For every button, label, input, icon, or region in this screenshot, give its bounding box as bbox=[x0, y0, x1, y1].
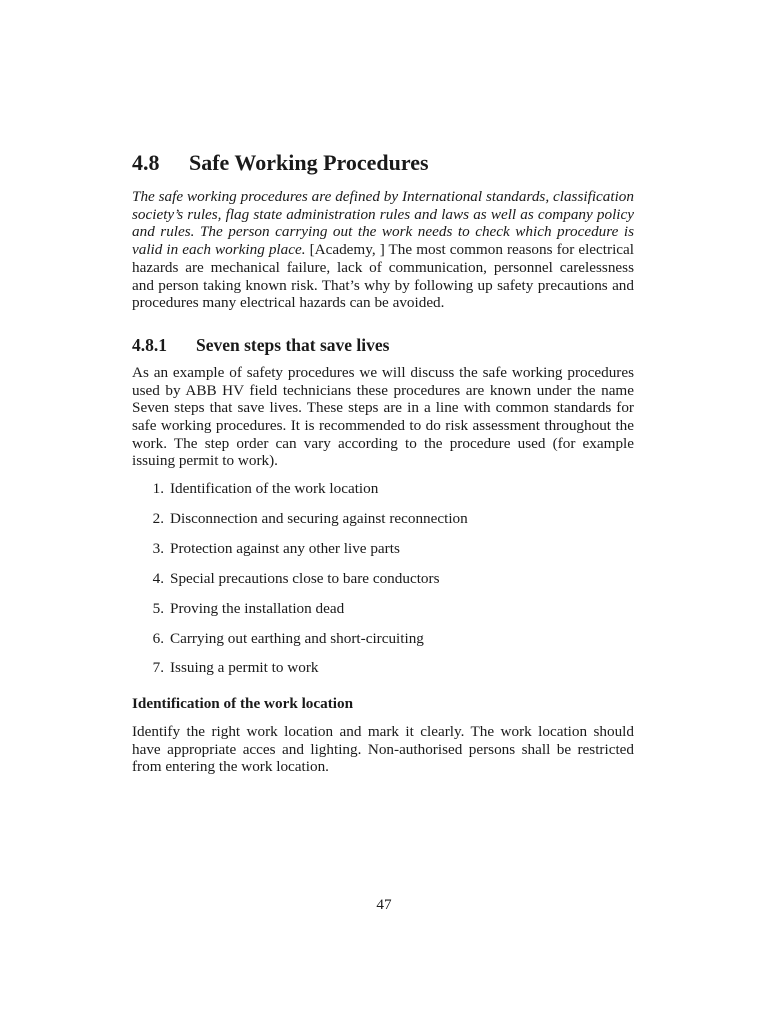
list-item-number: 2. bbox=[152, 510, 164, 528]
subsection-paragraph: As an example of safety procedures we will discuss the safe working procedures used by ABB HV field technicians these procedures are known under the name Seven steps that save lives. These steps are in a line with common standards for safe working procedures. It is recommended to do risk assessment throughout the work. The step order can vary according to the procedure used (for example issuing permit to work). bbox=[132, 363, 634, 470]
subsection-title: Seven steps that save lives bbox=[196, 334, 390, 355]
list-item-number: 1. bbox=[152, 480, 164, 498]
list-item bbox=[132, 480, 634, 498]
list-item-text: Special precautions close to bare conductors bbox=[170, 569, 440, 587]
section-title: Safe Working Procedures bbox=[189, 150, 429, 175]
section-intro-paragraph bbox=[132, 188, 634, 312]
subsection-heading bbox=[132, 334, 634, 356]
list-item-text: Carrying out earthing and short-circuiting bbox=[170, 629, 424, 647]
list-item bbox=[132, 570, 634, 588]
list-item-number: 5. bbox=[152, 599, 164, 617]
list-item-number: 3. bbox=[152, 539, 164, 557]
paragraph-text: Identify the right work location and mark it clearly. The work location should have appropriate acces and lighting. Non-authorised persons shall be restricted from entering the work location. bbox=[132, 723, 634, 776]
list-item-text: Issuing a permit to work bbox=[170, 659, 319, 677]
page-content bbox=[132, 148, 634, 776]
list-item-number: 7. bbox=[152, 659, 164, 677]
list-item-text: Identification of the work location bbox=[170, 480, 379, 498]
list-item-text: Protection against any other live parts bbox=[170, 539, 400, 557]
section-heading bbox=[132, 148, 634, 178]
paragraph-heading: Identification of the work location bbox=[132, 695, 354, 713]
list-item bbox=[132, 540, 634, 558]
list-item bbox=[132, 510, 634, 528]
subsection-number: 4.8.1 bbox=[132, 334, 167, 355]
list-item-text: Disconnection and securing against reconnection bbox=[170, 510, 468, 528]
section-number: 4.8 bbox=[132, 150, 160, 175]
steps-list bbox=[132, 480, 634, 677]
list-item-number: 4. bbox=[152, 569, 164, 587]
list-item bbox=[132, 600, 634, 618]
section-intro-italic: The safe working procedures are defined by International standards, classification society’s rules, flag state administration rules and laws as well as company policy and rules. The person carrying out the work needs to check which procedure is valid in each working place. bbox=[132, 188, 634, 259]
list-item bbox=[132, 659, 634, 677]
list-item-text: Proving the installation dead bbox=[170, 599, 345, 617]
list-item bbox=[132, 630, 634, 648]
page-number: 47 bbox=[376, 896, 392, 913]
section-intro-rest: [Academy, ] The most common reasons for electrical hazards are mechanical failure, lack of communication, personnel carelessness and person taking known risk. That’s why by following up safety precautions and procedures many electrical hazards can be avoided. bbox=[132, 241, 634, 312]
list-item-number: 6. bbox=[152, 629, 164, 647]
